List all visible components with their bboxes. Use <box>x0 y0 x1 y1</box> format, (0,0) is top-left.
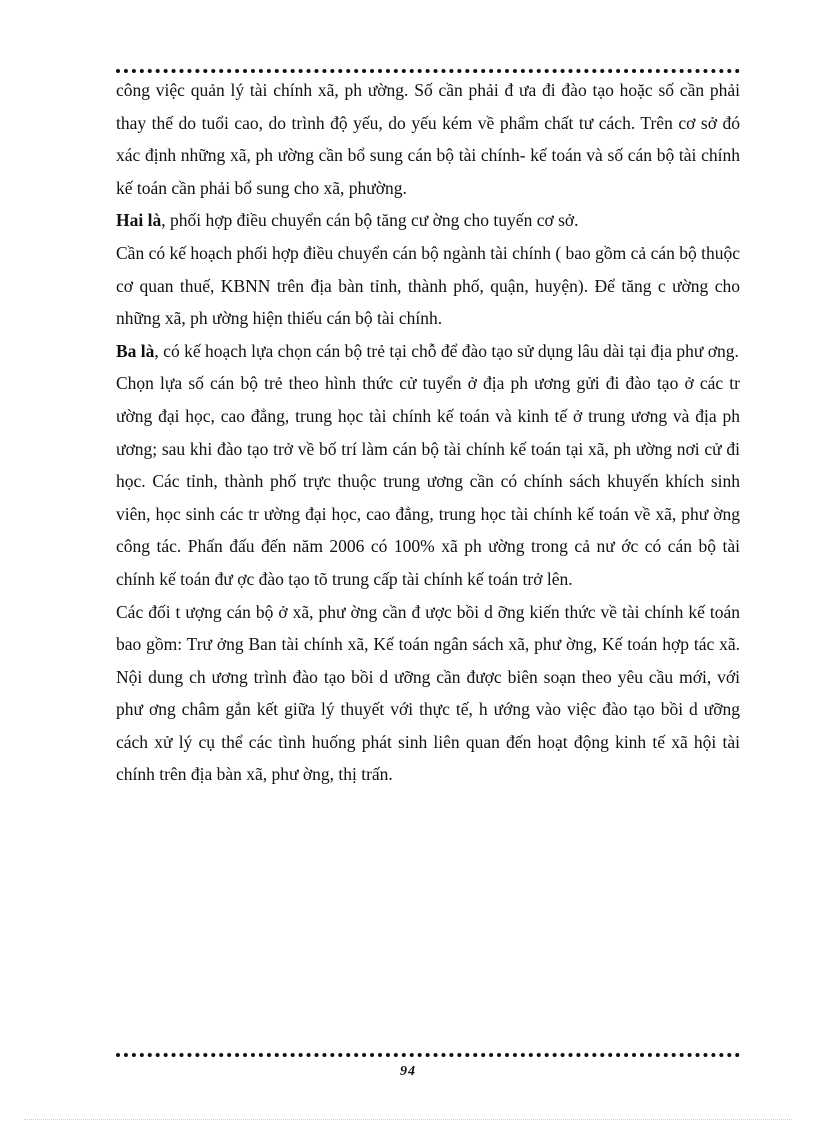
paragraph <box>116 204 740 237</box>
paragraph-text: Chọn lựa số cán bộ trẻ theo hình thức cử tuyển ở địa ph ương gửi đi đào tạo ở các tr ường đại học, cao đẳng, trung học tài chính kế toán và kinh tế ở trung ương và địa ph ương; sau khi đào tạo trở về bố trí làm cán bộ tài chính kế toán tại xã, ph ường nơi cử đi học. Các tỉnh, thành phố trực thuộc trung ương cần có chính sách khuyến khích sinh viên, học sinh các tr ường đại học, cao đẳng, trung học tài chính kế toán về xã, phư ờng công tác. Phấn đấu đến năm 2006 có 100% xã ph ường trong cả nư ớc có cán bộ tài chính kế toán đư ợc đào tạo tõ trung cấp tài chính kế toán trở lên. <box>116 373 740 589</box>
paragraph-text: , có kế hoạch lựa chọn cán bộ trẻ tại chỗ để đào tạo sử dụng lâu dài tại địa phư ơng. <box>154 340 739 361</box>
page-number: 94 <box>400 1064 416 1079</box>
header-dotted-rule <box>116 69 740 73</box>
footer-dotted-rule <box>116 1053 740 1057</box>
paragraph-text: Các đối t ượng cán bộ ở xã, phư ờng cần đ ược bồi d ỡng kiến thức về tài chính kế toán bao gồm: Trư ởng Ban tài chính xã, Kế toán ngân sách xã, phư ờng, Kế toán hợp tác xã. Nội dung ch ương trình đào tạo bồi d ưỡng cần được biên soạn theo yêu cầu mới, với phư ơng châm gắn kết giữa lý thuyết với thực tế, h ướng vào việc đào tạo bồi d ưỡng cách xử lý cụ thể các tình huống phát sinh liên quan đến hoạt động kinh tế xã hội tài chính trên địa bàn xã, phư ờng, thị trấn. <box>116 601 740 785</box>
body-text <box>116 74 740 791</box>
paragraph-lead: Ba là <box>116 340 155 361</box>
paragraph <box>116 335 740 368</box>
paragraph-lead: Hai là <box>116 210 162 231</box>
paragraph-text: Cần có kế hoạch phối hợp điều chuyển cán bộ ngành tài chính ( bao gồm cả cán bộ thuộc cơ quan thuế, KBNN trên địa bàn tỉnh, thành phố, quận, huyện). Để tăng c ường cho những xã, ph ường hiện thiếu cán bộ tài chính. <box>116 242 740 329</box>
paragraph-text: , phối hợp điều chuyển cán bộ tăng cư ờng cho tuyến cơ sở. <box>161 210 579 231</box>
paragraph <box>116 367 740 595</box>
paragraph-text: công việc quản lý tài chính xã, ph ường. Số cần phải đ ưa đi đào tạo hoặc số cần phải thay thế do tuổi cao, do trình độ yếu, do yếu kém về phẩm chất tư cách. Trên cơ sở đó xác định những xã, ph ường cần bổ sung cán bộ tài chính- kế toán và số cán bộ tài chính kế toán cần phải bổ sung cho xã, phường. <box>116 80 740 198</box>
page-bottom-divider <box>24 1119 792 1120</box>
paragraph <box>116 74 740 204</box>
paragraph <box>116 237 740 335</box>
paragraph <box>116 596 740 792</box>
